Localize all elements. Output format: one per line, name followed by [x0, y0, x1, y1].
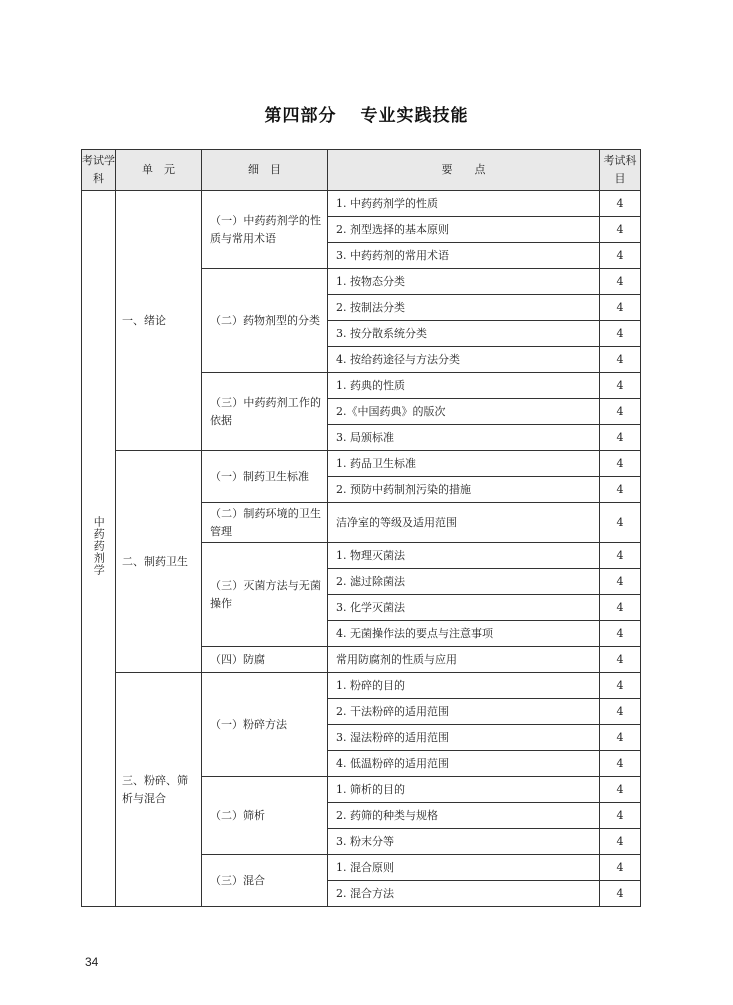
level-cell: 4 [600, 321, 641, 347]
point-cell: 3. 按分散系统分类 [328, 321, 600, 347]
unit-cell: 二、制药卫生 [116, 451, 202, 673]
header-exam-level: 考试科目 [600, 150, 641, 191]
level-cell: 4 [600, 881, 641, 907]
syllabus-table [81, 149, 641, 907]
table-row [82, 673, 641, 699]
point-cell: 1. 筛析的目的 [328, 777, 600, 803]
subject-name: 中药药剂学 [92, 515, 106, 576]
point-cell: 1. 中药药剂学的性质 [328, 191, 600, 217]
point-cell: 2. 剂型选择的基本原则 [328, 217, 600, 243]
point-cell: 4. 低温粉碎的适用范围 [328, 751, 600, 777]
point-cell: 1. 按物态分类 [328, 269, 600, 295]
point-cell: 1. 混合原则 [328, 855, 600, 881]
detail-cell: （三）灭菌方法与无菌操作 [202, 543, 328, 647]
title-subject: 专业实践技能 [360, 106, 469, 126]
detail-cell: （一）粉碎方法 [202, 673, 328, 777]
level-cell: 4 [600, 347, 641, 373]
level-cell: 4 [600, 399, 641, 425]
detail-cell: （三）混合 [202, 855, 328, 907]
point-cell: 3. 局颁标准 [328, 425, 600, 451]
page-number: 34 [85, 955, 99, 969]
header-detail: 细 目 [202, 150, 328, 191]
unit-cell: 三、粉碎、筛析与混合 [116, 673, 202, 907]
level-cell: 4 [600, 699, 641, 725]
point-cell: 4. 按给药途径与方法分类 [328, 347, 600, 373]
point-cell: 1. 药品卫生标准 [328, 451, 600, 477]
point-cell: 3. 粉末分等 [328, 829, 600, 855]
level-cell: 4 [600, 217, 641, 243]
level-cell: 4 [600, 373, 641, 399]
point-cell: 2. 预防中药制剂污染的措施 [328, 477, 600, 503]
title-part: 第四部分 [264, 106, 337, 126]
detail-cell: （二）制药环境的卫生管理 [202, 503, 328, 543]
point-cell: 1. 粉碎的目的 [328, 673, 600, 699]
level-cell: 4 [600, 269, 641, 295]
point-cell: 2. 药筛的种类与规格 [328, 803, 600, 829]
header-point: 要 点 [328, 150, 600, 191]
level-cell: 4 [600, 725, 641, 751]
level-cell: 4 [600, 829, 641, 855]
level-cell: 4 [600, 803, 641, 829]
point-cell: 2.《中国药典》的版次 [328, 399, 600, 425]
level-cell: 4 [600, 477, 641, 503]
point-cell: 4. 无菌操作法的要点与注意事项 [328, 621, 600, 647]
point-cell: 2. 混合方法 [328, 881, 600, 907]
detail-cell: （三）中药药剂工作的依据 [202, 373, 328, 451]
point-cell: 3. 湿法粉碎的适用范围 [328, 725, 600, 751]
level-cell: 4 [600, 595, 641, 621]
level-cell: 4 [600, 503, 641, 543]
point-cell: 2. 滤过除菌法 [328, 569, 600, 595]
point-cell: 洁净室的等级及适用范围 [328, 503, 600, 543]
point-cell: 2. 干法粉碎的适用范围 [328, 699, 600, 725]
point-cell: 1. 药典的性质 [328, 373, 600, 399]
level-cell: 4 [600, 451, 641, 477]
level-cell: 4 [600, 673, 641, 699]
header-exam-subject: 考试学科 [82, 150, 116, 191]
point-cell: 2. 按制法分类 [328, 295, 600, 321]
point-cell: 常用防腐剂的性质与应用 [328, 647, 600, 673]
detail-cell: （一）制药卫生标准 [202, 451, 328, 503]
level-cell: 4 [600, 295, 641, 321]
level-cell: 4 [600, 777, 641, 803]
level-cell: 4 [600, 647, 641, 673]
table-row [82, 191, 641, 217]
detail-cell: （一）中药药剂学的性质与常用术语 [202, 191, 328, 269]
detail-cell: （四）防腐 [202, 647, 328, 673]
level-cell: 4 [600, 243, 641, 269]
level-cell: 4 [600, 191, 641, 217]
level-cell: 4 [600, 569, 641, 595]
unit-cell: 一、绪论 [116, 191, 202, 451]
detail-cell: （二）筛析 [202, 777, 328, 855]
header-unit: 单 元 [116, 150, 202, 191]
page-title [0, 101, 733, 126]
level-cell: 4 [600, 855, 641, 881]
point-cell: 1. 物理灭菌法 [328, 543, 600, 569]
table-header-row [82, 150, 641, 191]
point-cell: 3. 化学灭菌法 [328, 595, 600, 621]
point-cell: 3. 中药药剂的常用术语 [328, 243, 600, 269]
level-cell: 4 [600, 543, 641, 569]
level-cell: 4 [600, 621, 641, 647]
level-cell: 4 [600, 425, 641, 451]
level-cell: 4 [600, 751, 641, 777]
detail-cell: （二）药物剂型的分类 [202, 269, 328, 373]
table-row [82, 451, 641, 477]
subject-cell [82, 191, 116, 907]
